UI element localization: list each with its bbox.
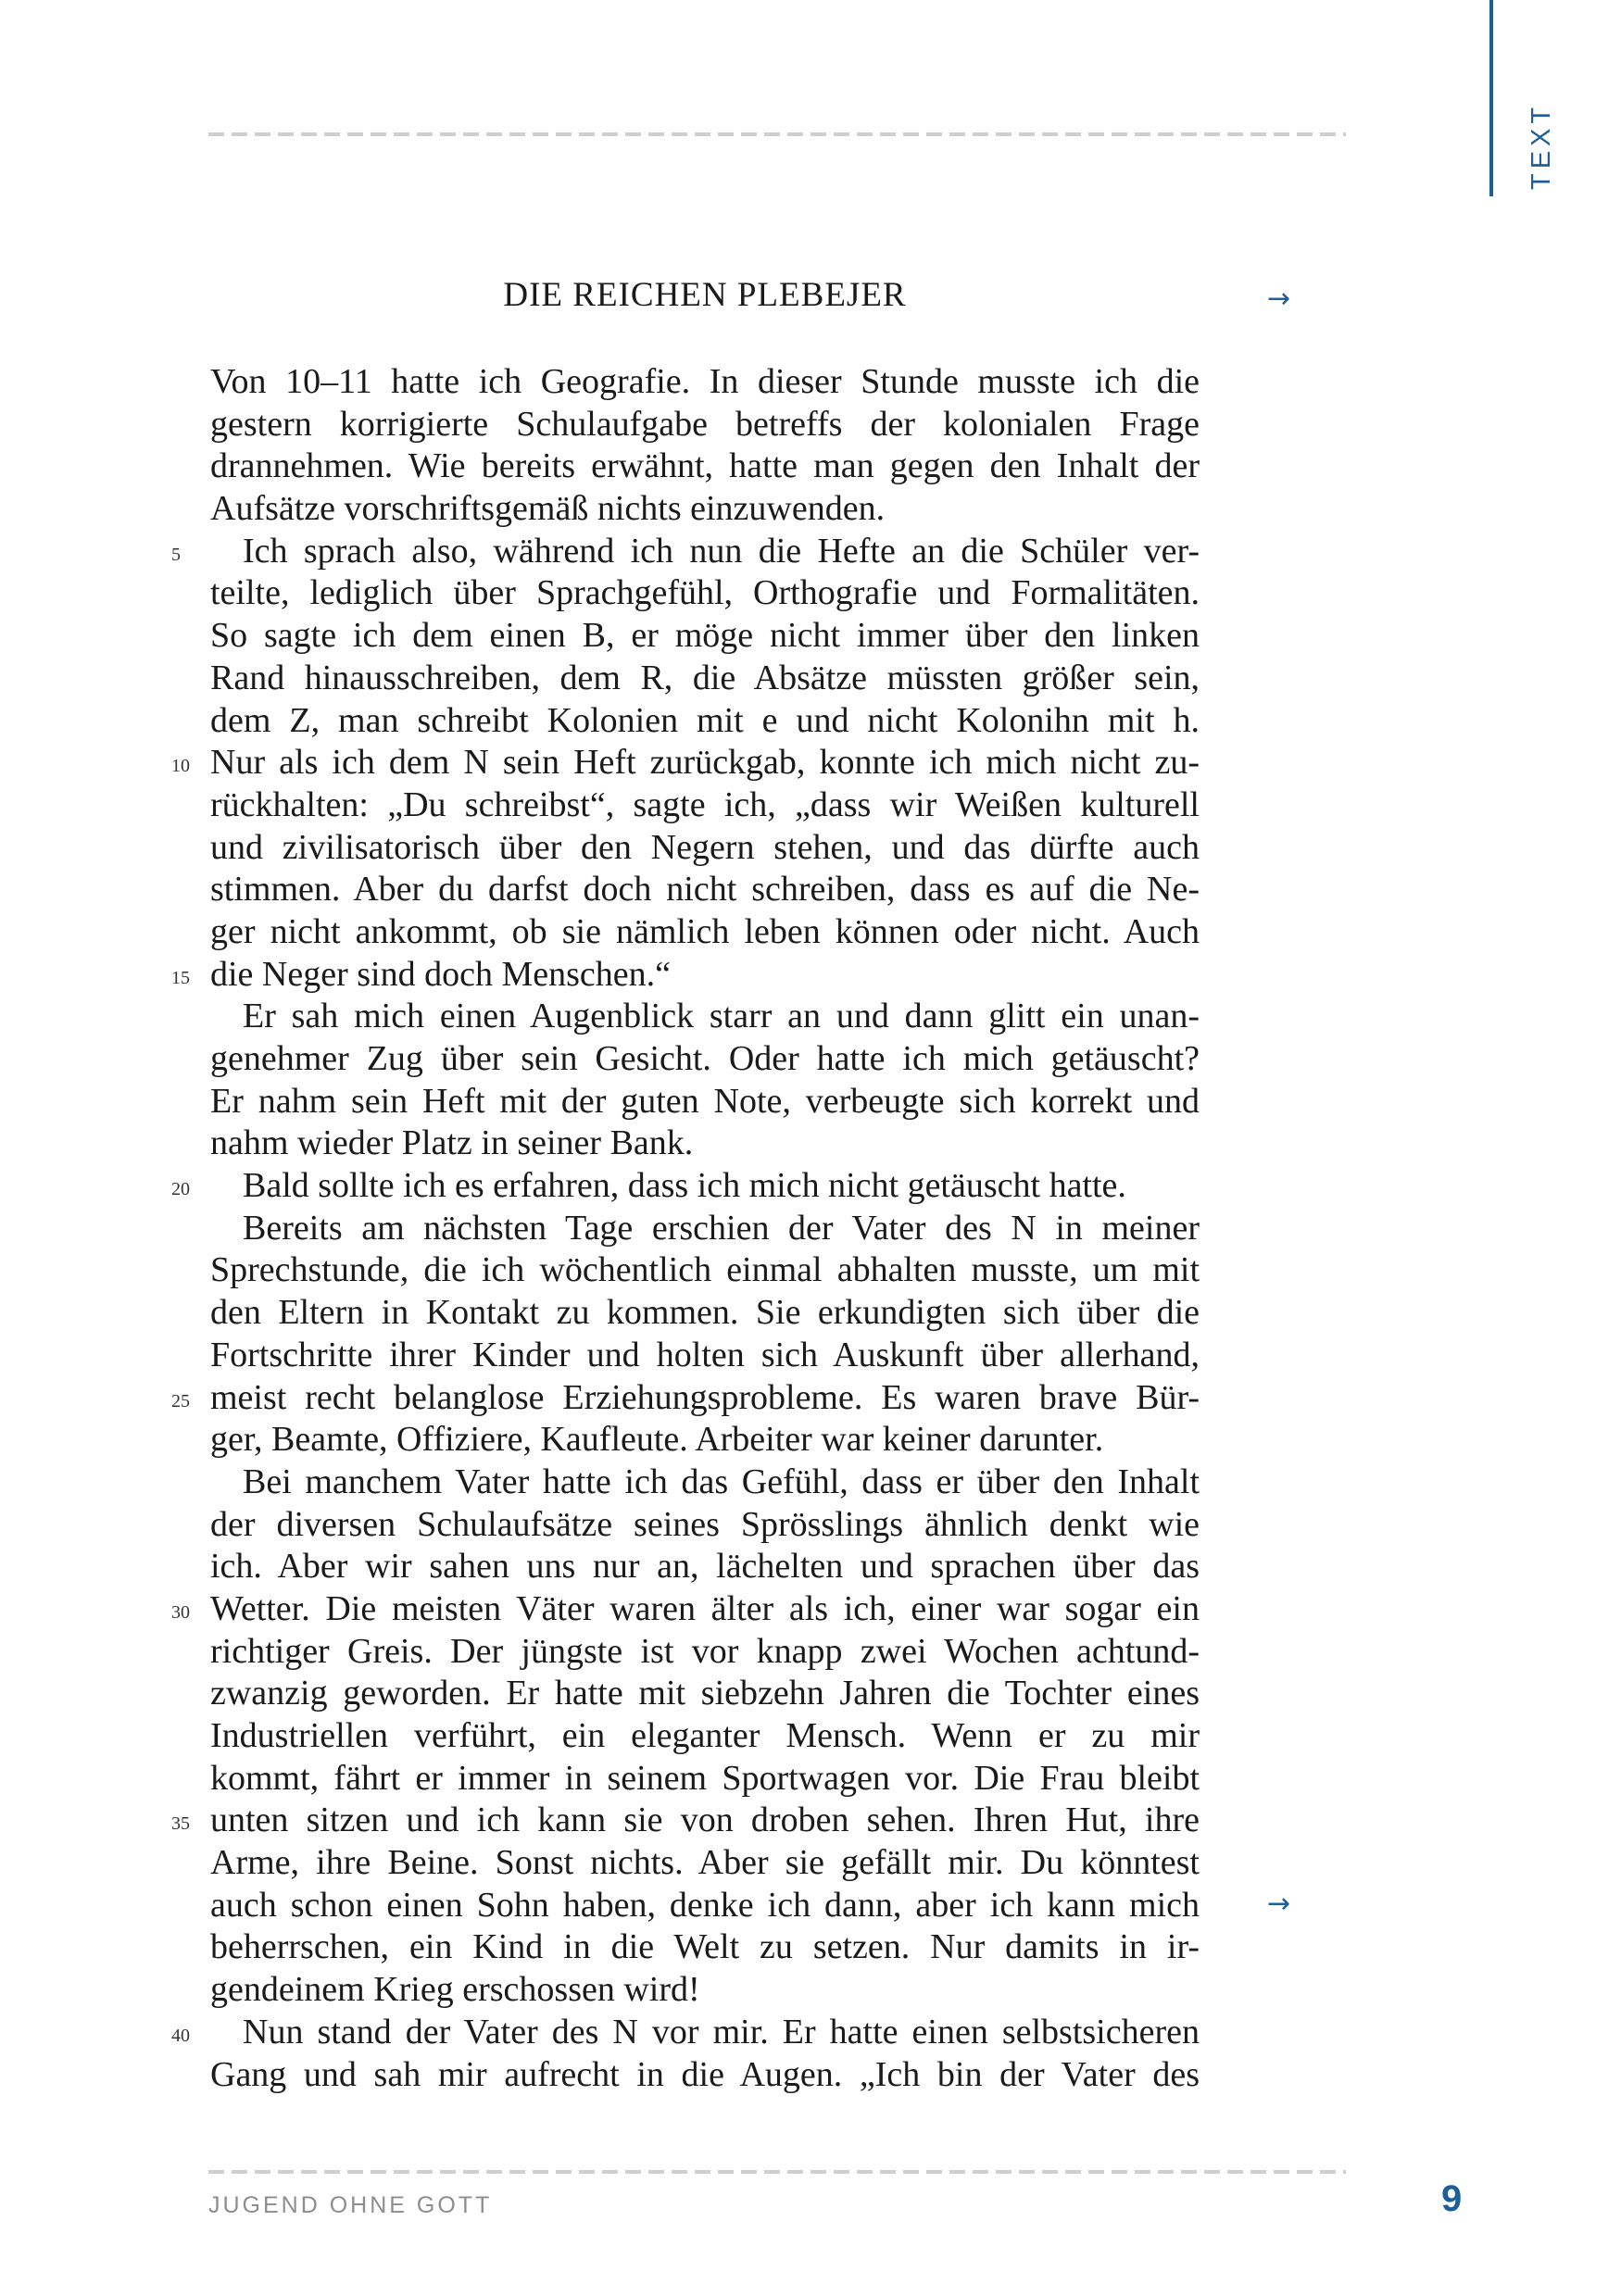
text-line: [171, 954, 1200, 997]
line-text: rückhalten: „Du schreibst“, sagte ich, „dass wir Weißen kulturell: [210, 784, 1200, 824]
line-text: Er nahm sein Heft mit der guten Note, verbeugte sich korrekt und: [210, 1081, 1200, 1121]
text-line: [210, 1842, 1200, 1885]
line-text: und zivilisatorisch über den Negern stehen, und das dürfte auch: [210, 827, 1200, 867]
line-text: Nur als ich dem N sein Heft zurückgab, konnte ich mich nicht zu-: [210, 743, 1200, 783]
line-text: ich. Aber wir sahen uns nur an, lächelten und sprachen über das: [210, 1547, 1200, 1587]
text-line: [210, 1926, 1200, 1969]
page-number: 9: [1441, 2178, 1463, 2219]
text-line: [171, 1165, 1200, 1208]
top-divider: [208, 132, 1346, 136]
line-text: zwanzig geworden. Er hatte mit siebzehn Jahren die Tochter eines: [210, 1674, 1200, 1713]
text-line: [210, 1038, 1200, 1081]
body-text: [171, 361, 1200, 2096]
text-line: [210, 572, 1200, 615]
text-line: [210, 1546, 1200, 1588]
text-line: [171, 1800, 1200, 1842]
line-number: 10: [171, 756, 190, 777]
line-number: 5: [171, 544, 181, 565]
text-line: [210, 1249, 1200, 1292]
text-line: [210, 869, 1200, 911]
line-text: Bei manchem Vater hatte ich das Gefühl, dass er über den Inhalt: [243, 1462, 1200, 1501]
text-line: [210, 1758, 1200, 1800]
section-label: TEXT: [1527, 102, 1556, 190]
text-line: [210, 1715, 1200, 1758]
text-line: [210, 1123, 1200, 1165]
line-text: stimmen. Aber du darfst doch nicht schreiben, dass es auf die Ne-: [210, 870, 1200, 910]
line-text: den Eltern in Kontakt zu kommen. Sie erkundigten sich über die: [210, 1293, 1200, 1333]
text-line: [210, 488, 1200, 531]
text-line: [171, 1588, 1200, 1631]
text-line: [210, 658, 1200, 700]
line-text: ger nicht ankommt, ob sie nämlich leben können oder nicht. Auch: [210, 911, 1200, 951]
bottom-divider: [208, 2170, 1346, 2174]
line-number: 25: [171, 1390, 190, 1411]
text-line: [210, 1504, 1200, 1547]
text-line: [210, 1631, 1200, 1674]
line-number: 20: [171, 1179, 190, 1200]
line-text: teilte, lediglich über Sprachgefühl, Orthografie und Formalitäten.: [210, 573, 1200, 613]
line-text: Bald sollte ich es erfahren, dass ich mich nicht getäuscht hatte.: [243, 1166, 1126, 1206]
line-number: 40: [171, 2025, 190, 2046]
line-text: So sagte ich dem einen B, er möge nicht immer über den linken: [210, 616, 1200, 656]
text-line: [210, 784, 1200, 827]
text-line: [210, 1969, 1200, 2012]
line-text: Rand hinausschreiben, dem R, die Absätze müssten größer sein,: [210, 658, 1200, 697]
text-line: [210, 445, 1200, 488]
line-text: Wetter. Die meisten Väter waren älter als ich, einer war sogar ein: [210, 1588, 1200, 1628]
line-text: Er sah mich einen Augenblick starr an und dann glitt ein unan-: [243, 997, 1200, 1036]
line-text: Fortschritte ihrer Kinder und holten sich Auskunft über allerhand,: [210, 1335, 1200, 1374]
text-line: [171, 742, 1200, 784]
line-number: 15: [171, 967, 190, 988]
line-text: richtiger Greis. Der jüngste ist vor knapp zwei Wochen achtund-: [210, 1631, 1200, 1671]
line-text: ger, Beamte, Offiziere, Kaufleute. Arbeiter war keiner darunter.: [210, 1420, 1104, 1460]
line-text: der diversen Schulaufsätze seines Sprösslings ähnlich denkt wie: [210, 1504, 1200, 1544]
text-line: [210, 996, 1200, 1038]
text-line: [210, 1335, 1200, 1377]
text-line: [210, 404, 1200, 446]
line-text: meist recht belanglose Erziehungsprobleme. Es waren brave Bür-: [210, 1377, 1200, 1417]
text-line: [210, 615, 1200, 658]
line-text: Gang und sah mir aufrecht in die Augen. „Ich bin der Vater des: [210, 2054, 1200, 2094]
footer-book-title: JUGEND OHNE GOTT: [208, 2192, 493, 2218]
line-text: kommt, fährt er immer in seinem Sportwagen vor. Die Frau bleibt: [210, 1758, 1200, 1798]
text-line: [210, 1885, 1200, 1927]
line-text: gendeinem Krieg erschossen wird!: [210, 1970, 700, 2010]
line-text: genehmer Zug über sein Gesicht. Oder hatte ich mich getäuscht?: [210, 1039, 1200, 1078]
line-text: Nun stand der Vater des N vor mir. Er hatte einen selbstsicheren: [243, 2012, 1200, 2051]
line-text: Von 10–11 hatte ich Geografie. In dieser Stunde musste ich die: [210, 362, 1200, 401]
text-line: [210, 361, 1200, 404]
line-text: drannehmen. Wie bereits erwähnt, hatte man gegen den Inhalt der: [210, 446, 1200, 486]
line-text: die Neger sind doch Menschen.“: [210, 954, 672, 994]
line-text: dem Z, man schreibt Kolonien mit e und nicht Kolonihn mit h.: [210, 700, 1200, 740]
text-line: [210, 1081, 1200, 1123]
text-line: [210, 1292, 1200, 1335]
text-line: [210, 700, 1200, 743]
text-line: [171, 531, 1200, 573]
text-line: [210, 1673, 1200, 1715]
line-text: gestern korrigierte Schulaufgabe betreffs der kolonialen Frage: [210, 404, 1200, 444]
line-text: unten sitzen und ich kann sie von droben sehen. Ihren Hut, ihre: [210, 1800, 1200, 1840]
line-text: Arme, ihre Beine. Sonst nichts. Aber sie gefällt mir. Du könntest: [210, 1843, 1200, 1883]
line-number: 35: [171, 1813, 190, 1835]
arrow-right-icon: →: [1267, 282, 1291, 315]
line-text: Ich sprach also, während ich nun die Hefte an die Schüler ver-: [243, 531, 1200, 571]
line-text: Sprechstunde, die ich wöchentlich einmal abhalten musste, um mit: [210, 1250, 1200, 1290]
line-text: beherrschen, ein Kind in die Welt zu setzen. Nur damits in ir-: [210, 1927, 1200, 1967]
line-number: 30: [171, 1601, 190, 1623]
line-text: Industriellen verführt, ein eleganter Mensch. Wenn er zu mir: [210, 1716, 1200, 1755]
line-text: nahm wieder Platz in seiner Bank.: [210, 1123, 694, 1163]
text-line: [210, 2054, 1200, 2097]
line-text: Aufsätze vorschriftsgemäß nichts einzuwenden.: [210, 489, 886, 529]
line-text: Bereits am nächsten Tage erschien der Vater des N in meiner: [243, 1208, 1200, 1248]
text-line: [210, 1419, 1200, 1462]
line-text: auch schon einen Sohn haben, denke ich dann, aber ich kann mich: [210, 1885, 1200, 1925]
text-line: [210, 1462, 1200, 1504]
text-line: [210, 1208, 1200, 1250]
text-line: [171, 2012, 1200, 2054]
chapter-title: DIE REICHEN PLEBEJER: [503, 276, 907, 314]
section-marker-line: [1489, 0, 1493, 196]
text-line: [210, 911, 1200, 954]
text-line: [210, 827, 1200, 870]
text-line: [171, 1377, 1200, 1420]
arrow-right-icon: →: [1267, 1888, 1291, 1920]
